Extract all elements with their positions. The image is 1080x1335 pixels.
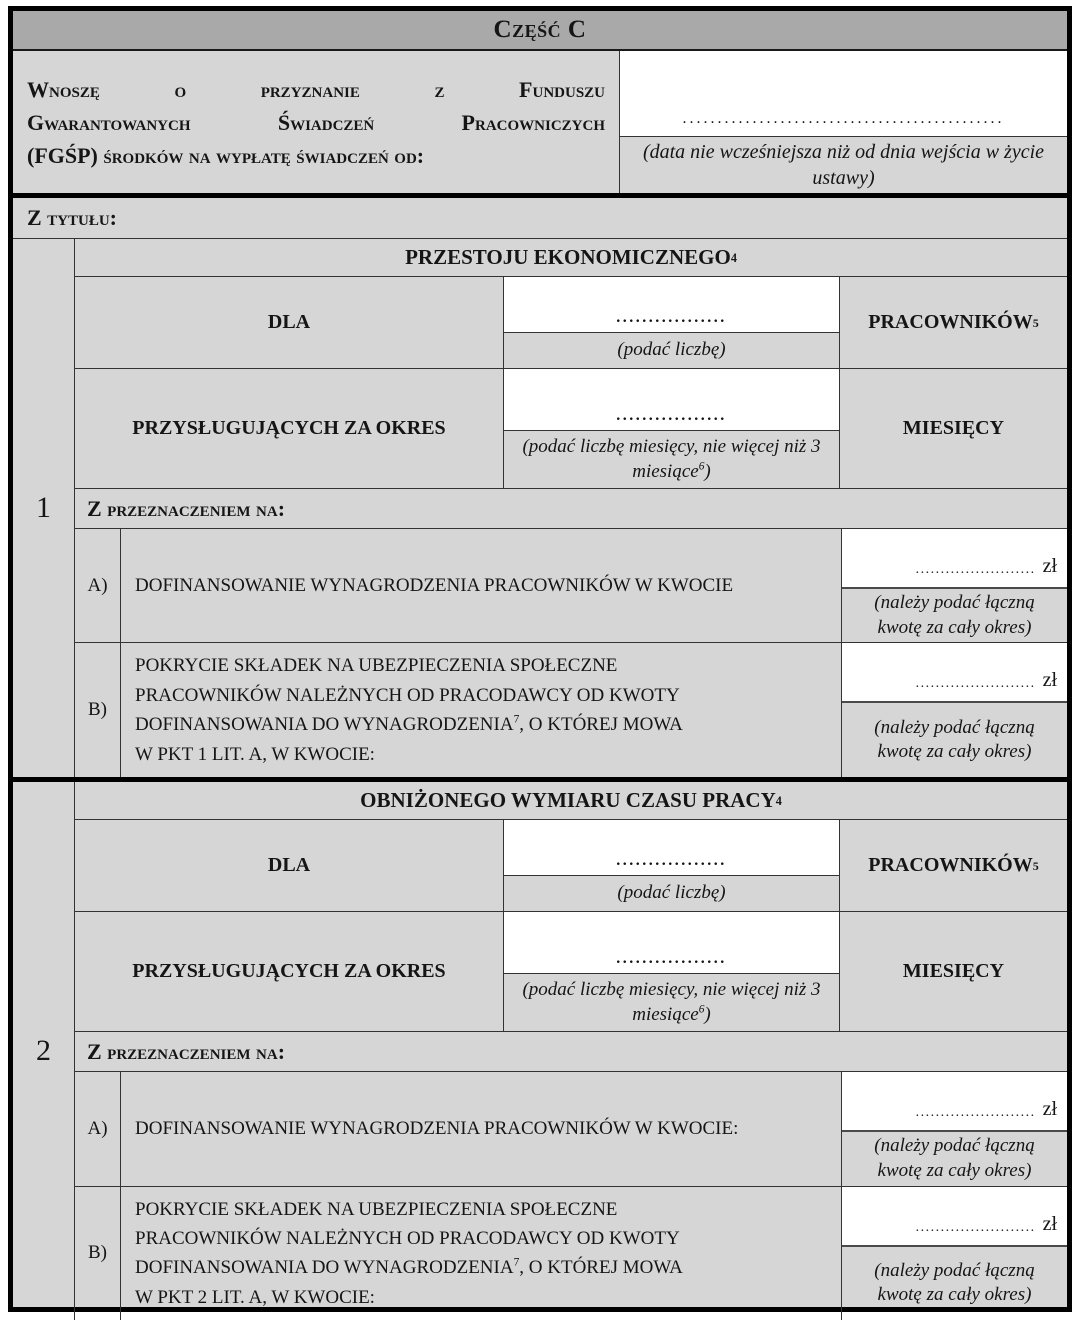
section-obnizony-wymiar xyxy=(13,782,1067,1320)
workers-count-hint: (podać liczbę) xyxy=(617,339,726,361)
workers-count-cell xyxy=(503,277,840,368)
row-a-amount-cell xyxy=(841,1072,1067,1185)
workers-label: PRACOWNIKÓW xyxy=(868,854,1033,877)
request-label xyxy=(27,73,605,172)
row-a-letter: A) xyxy=(75,1072,121,1185)
part-c-header-label: Część C xyxy=(493,16,587,43)
workers-count-dots: ................. xyxy=(616,852,727,870)
period-label: PRZYSŁUGUJĄCYCH ZA OKRES xyxy=(132,417,446,439)
request-label-line-2: Gwarantowanych Świadczeń Pracowniczych xyxy=(27,109,605,135)
row-a-text: DOFINANSOWANIE WYNAGRODZENIA PRACOWNIKÓW W KWOCIE xyxy=(135,574,734,596)
dla-label: DLA xyxy=(267,311,311,333)
currency-label: zł xyxy=(1042,1098,1057,1121)
row-b-text: POKRYCIE SKŁADEK NA UBEZPIECZENIA SPOŁECZNE PRACOWNIKÓW NALEŻNYCH OD PRACODAWCY OD KWOTY DOFINANSOWANIA DO WYNAGRODZENIA xyxy=(135,655,679,736)
purpose-label: Z przeznaczeniem na: xyxy=(87,495,286,521)
workers-count-hint: (podać liczbę) xyxy=(617,882,726,904)
request-row xyxy=(13,51,1067,193)
period-label: PRZYSŁUGUJĄCYCH ZA OKRES xyxy=(132,960,446,983)
section-title-text: PRZESTOJU EKONOMICZNEGO xyxy=(405,245,731,269)
row-b-amount-hint: (należy podać łączną kwotę za cały okres) xyxy=(874,1259,1035,1306)
section-title: PRZESTOJU EKONOMICZNEGO 4 xyxy=(75,239,1067,277)
row-a-amount-cell xyxy=(841,529,1067,642)
row-a-amount-dots: ........................ xyxy=(915,1105,1036,1121)
months-hint-text: (podać liczbę miesięcy, nie więcej niż 3 miesiące xyxy=(522,978,821,1025)
workers-count-dots: ................. xyxy=(616,309,727,326)
purpose-row xyxy=(75,1032,1067,1072)
part-c-header xyxy=(13,11,1067,51)
workers-label-cell: PRACOWNIKÓW 5 xyxy=(868,311,1039,333)
months-count-field[interactable] xyxy=(504,912,839,974)
request-label-line-3: (FGŚP) środków na wypłatę świadczeń od: xyxy=(27,142,425,168)
row-a-amount-hint: (należy podać łączną kwotę za cały okres) xyxy=(874,1135,1035,1181)
request-label-line-1: Wnoszę o przyznanie z Funduszu xyxy=(27,76,605,102)
section-body xyxy=(75,239,1067,777)
z-tytulu-row xyxy=(13,198,1067,239)
row-a xyxy=(75,529,1067,643)
row-b-amount-field[interactable] xyxy=(842,643,1067,703)
section-title-text: OBNIŻONEGO WYMIARU CZASU PRACY xyxy=(360,788,776,813)
row-a xyxy=(75,1072,1067,1186)
request-label-cell xyxy=(13,51,620,193)
dla-label: DLA xyxy=(267,854,311,877)
row-b-amount-dots: ........................ xyxy=(915,1219,1036,1235)
workers-label: PRACOWNIKÓW xyxy=(868,311,1033,333)
months-count-hint xyxy=(504,974,839,1031)
period-row xyxy=(75,912,1067,1032)
row-a-amount-field[interactable] xyxy=(842,529,1067,589)
row-a-letter: A) xyxy=(75,529,121,642)
currency-label: zł xyxy=(1042,669,1057,692)
row-b-text-footnote: 7 xyxy=(513,1257,520,1270)
section-body xyxy=(75,782,1067,1320)
months-label: MIESIĘCY xyxy=(902,417,1005,439)
row-b-text-cell xyxy=(121,643,841,777)
date-cell xyxy=(620,51,1067,193)
row-b-amount-dots: ........................ xyxy=(915,676,1036,692)
row-b-text-footnote: 7 xyxy=(513,713,520,726)
row-a-text-cell xyxy=(121,529,841,642)
months-count-field[interactable] xyxy=(504,369,839,431)
months-label: MIESIĘCY xyxy=(902,960,1005,983)
months-count-dots: ................. xyxy=(616,950,727,968)
section-title: OBNIŻONEGO WYMIARU CZASU PRACY 4 xyxy=(75,782,1067,820)
row-b-letter: B) xyxy=(75,1187,121,1321)
row-a-amount-field[interactable] xyxy=(842,1072,1067,1132)
months-count-hint xyxy=(504,431,839,488)
months-hint-text: (podać liczbę miesięcy, nie więcej niż 3 miesiące xyxy=(522,435,821,482)
row-a-amount-hint: (należy podać łączną kwotę za cały okres) xyxy=(874,592,1035,638)
section-number: 1 xyxy=(13,239,75,777)
date-hint: (data nie wcześniejsza niż od dnia wejścia w życie ustawy) xyxy=(620,136,1067,193)
row-b-text-cell xyxy=(121,1187,841,1321)
period-row xyxy=(75,369,1067,489)
workers-count-field[interactable] xyxy=(504,820,839,876)
months-hint-footnote: 6 xyxy=(698,1003,705,1016)
row-b-amount-field[interactable] xyxy=(842,1187,1067,1247)
currency-label: zł xyxy=(1042,1212,1057,1235)
workers-row xyxy=(75,277,1067,369)
months-hint-close: ) xyxy=(704,1003,711,1025)
purpose-label: Z przeznaczeniem na: xyxy=(87,1038,286,1064)
date-field[interactable] xyxy=(620,51,1067,136)
z-tytulu-label: Z tytułu: xyxy=(27,205,118,230)
row-b xyxy=(75,643,1067,777)
row-b-amount-cell xyxy=(841,643,1067,777)
row-a-text: DOFINANSOWANIE WYNAGRODZENIA PRACOWNIKÓW W KWOCIE: xyxy=(135,1118,739,1140)
row-b-amount-hint: (należy podać łączną kwotę za cały okres) xyxy=(874,716,1035,763)
row-b-text-end: , O KTÓREJ MOWA W PKT 2 LIT. A, W KWOCIE: xyxy=(135,1257,682,1308)
section-number: 2 xyxy=(13,782,75,1320)
row-b-text-end: , O KTÓREJ MOWA W PKT 1 LIT. A, W KWOCIE: xyxy=(135,714,682,765)
workers-count-field[interactable] xyxy=(504,277,839,333)
purpose-row xyxy=(75,489,1067,529)
months-hint-footnote: 6 xyxy=(698,460,705,473)
row-a-amount-dots: ........................ xyxy=(915,562,1036,577)
row-b-letter: B) xyxy=(75,643,121,777)
form-part-c xyxy=(8,6,1072,1312)
currency-label: zł xyxy=(1042,555,1057,577)
months-count-cell xyxy=(503,369,840,488)
months-count-dots: ................. xyxy=(616,407,727,424)
workers-row xyxy=(75,820,1067,912)
workers-count-cell xyxy=(503,820,840,911)
row-b-text: POKRYCIE SKŁADEK NA UBEZPIECZENIA SPOŁECZNE PRACOWNIKÓW NALEŻNYCH OD PRACODAWCY OD KWOTY DOFINANSOWANIA DO WYNAGRODZENIA xyxy=(135,1198,679,1279)
section-przestoj-ekonomiczny xyxy=(13,239,1067,777)
row-b xyxy=(75,1187,1067,1321)
workers-label-cell: PRACOWNIKÓW 5 xyxy=(868,854,1039,877)
row-b-amount-cell xyxy=(841,1187,1067,1321)
row-a-text-cell xyxy=(121,1072,841,1185)
date-field-dots: .............................................. xyxy=(682,110,1005,127)
months-hint-close: ) xyxy=(704,460,711,482)
months-count-cell xyxy=(503,912,840,1031)
